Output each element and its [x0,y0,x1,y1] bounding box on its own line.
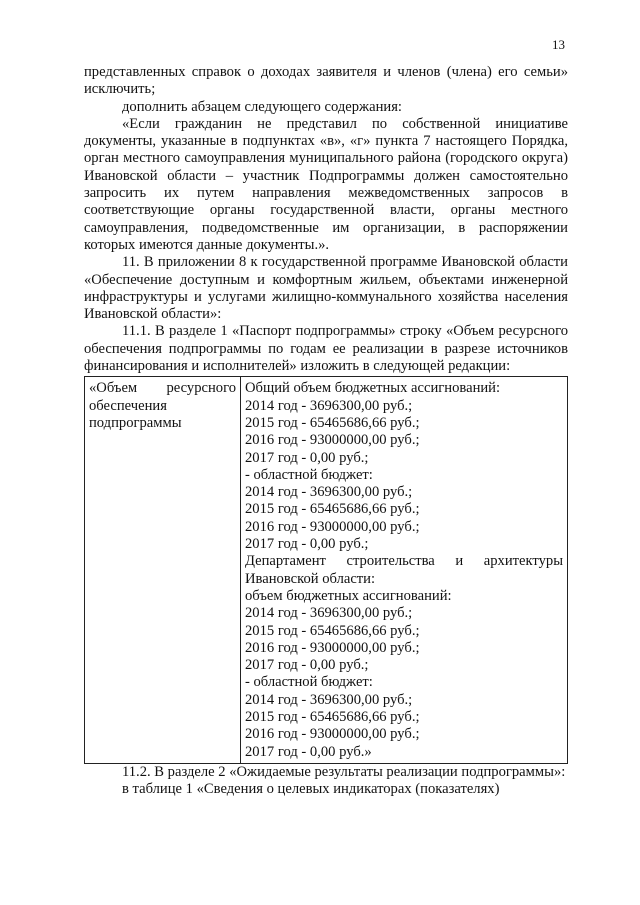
table-cell-label: «Объем ресурсного обеспечения подпрограммы [85,377,241,764]
document-body [84,64,568,798]
table-line: Ивановской области: [245,570,376,587]
table-line: 2017 год - 0,00 руб.; [245,657,369,674]
table-line: 2017 год - 0,00 руб.; [245,536,369,553]
page-number: 13 [552,37,565,52]
paragraph: 11.1. В разделе 1 «Паспорт подпрограммы» строку «Объем ресурсного обеспечения подпрограммы по годам ее реализации в разрезе источников финансирования и исполнителей» изложить в следующей редакции: [84,323,568,375]
table-line: 2014 год - 3696300,00 руб.; [245,397,413,414]
paragraph: 11.2. В разделе 2 «Ожидаемые результаты реализации подпрограммы»: [122,763,566,780]
table-line: 2017 год - 0,00 руб.; [245,449,369,466]
table-line: 2014 год - 3696300,00 руб.; [245,484,413,501]
table-line: 2015 год - 65465686,66 руб.; [245,622,420,639]
paragraph: «Если гражданин не представил по собственной инициативе документы, указанные в подпунктах «в», «г» пункта 7 настоящего Порядка, орган местного самоуправления муниципального района (городского округа) Ивановской области – участник Подпрограммы должен самостоятельно запросить их путем направления межведомственных запросов в соответствующие органы государственной власти, органы местного самоуправления, подведомственные им организации, в распоряжении которых имеются данные документы.». [84,115,568,253]
table-line: 2016 год - 93000000,00 руб.; [245,726,420,743]
table-line: 2016 год - 93000000,00 руб.; [245,432,420,449]
table-line: Департамент строительства и архитектуры [245,553,563,570]
table-line: 2016 год - 93000000,00 руб.; [245,518,420,535]
table-line: - областной бюджет: [245,674,373,691]
paragraph: в таблице 1 «Сведения о целевых индикаторах (показателях) [122,781,500,798]
table-line: 2015 год - 65465686,66 руб.; [245,708,420,725]
table-cell-values [241,377,568,764]
table-line: 2014 год - 3696300,00 руб.; [245,691,413,708]
table-line: - областной бюджет: [245,466,373,483]
paragraph: 11. В приложении 8 к государственной программе Ивановской области «Обеспечение доступным и комфортным жильем, объектами инженерной инфраструктуры и услугами жилищно-коммунального хозяйства населения Ивановской области»: [84,254,568,323]
table-line: объем бюджетных ассигнований: [245,587,452,604]
table-line: Общий объем бюджетных ассигнований: [245,380,501,397]
paragraph: представленных справок о доходах заявителя и членов (члена) его семьи» исключить; [84,64,568,98]
paragraph: дополнить абзацем следующего содержания: [122,98,402,115]
table-line: 2017 год - 0,00 руб.» [245,743,372,760]
table-line: 2014 год - 3696300,00 руб.; [245,605,413,622]
passport-table [84,376,568,764]
table-row [85,377,568,764]
table-line: 2015 год - 65465686,66 руб.; [245,501,420,518]
table-line: 2015 год - 65465686,66 руб.; [245,414,420,431]
table-line: 2016 год - 93000000,00 руб.; [245,639,420,656]
